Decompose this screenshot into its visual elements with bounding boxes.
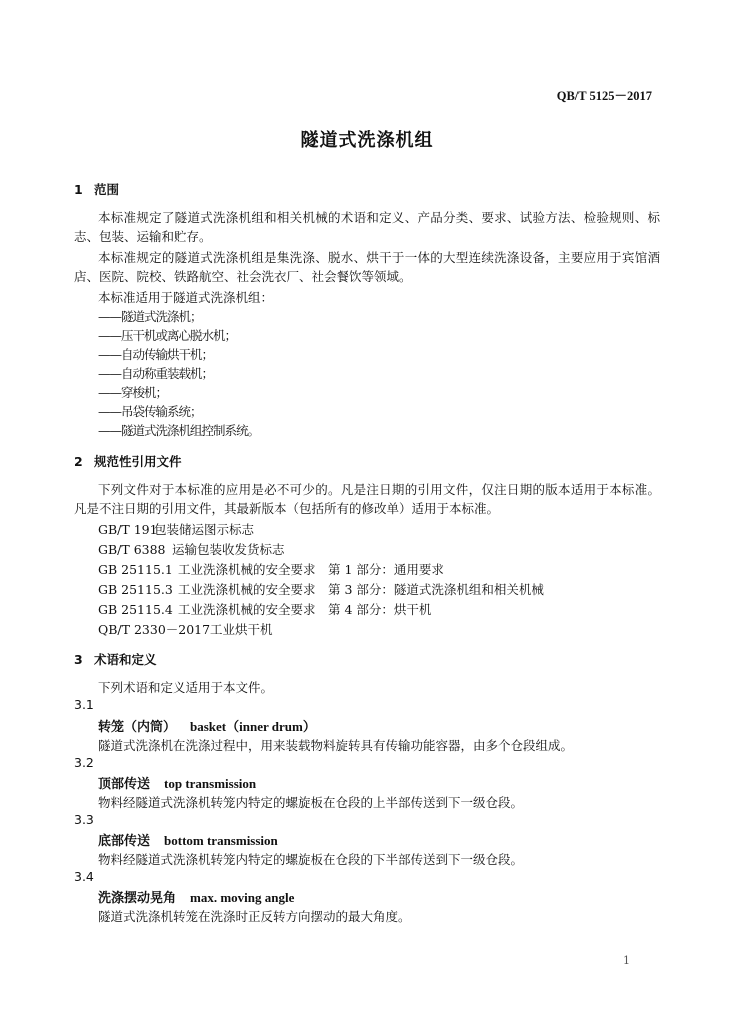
section-1-heading <box>74 180 119 198</box>
page-number: 1 <box>623 954 630 967</box>
term-number: 3.2 <box>74 755 94 770</box>
reference-title: 工业烘干机 <box>209 622 273 637</box>
list-item: ——自动传输烘干机； <box>98 347 214 362</box>
section-1-paragraph-2: 本标准规定的隧道式洗涤机组是集洗涤、脱水、烘干于一体的大型连续洗涤设备，主要应用于宾馆酒店、医院、院校、铁路航空、社会洗衣厂、社会餐饮等领域。 <box>74 250 660 284</box>
term-heading <box>98 716 316 735</box>
reference-code: GB/T 6388 <box>98 542 166 557</box>
term-english: bottom transmission <box>164 833 278 848</box>
list-item: ——隧道式洗涤机； <box>98 309 202 324</box>
reference-code: GB 25115.3 <box>98 582 173 597</box>
term-number: 3.4 <box>74 869 94 884</box>
section-number: 2 <box>74 454 83 469</box>
reference-code: GB/T 191 <box>98 522 158 537</box>
section-1-paragraph-1: 本标准规定了隧道式洗涤机组和相关机械的术语和定义、产品分类、要求、试验方法、检验规则、标志、包装、运输和贮存。 <box>74 210 660 244</box>
list-item: ——吊袋传输系统； <box>98 404 202 419</box>
reference-item <box>98 520 254 538</box>
section-number: 1 <box>74 182 83 197</box>
term-english: top transmission <box>164 776 257 791</box>
reference-title: 工业洗涤机械的安全要求 第 1 部分：通用要求 <box>177 562 444 577</box>
term-chinese: 顶部传送 <box>98 777 151 792</box>
reference-item <box>98 600 431 618</box>
reference-item <box>98 560 444 578</box>
term-number: 3.1 <box>74 697 94 712</box>
term-definition: 隧道式洗涤机在洗涤过程中，用来装载物料旋转具有传输功能容器，由多个仓段组成。 <box>98 738 574 753</box>
term-definition: 物料经隧道式洗涤机转笼内特定的螺旋板在仓段的下半部传送到下一级仓段。 <box>98 852 524 867</box>
section-3-heading <box>74 650 157 668</box>
term-chinese: 转笼（内筒） <box>98 720 177 735</box>
term-heading <box>98 773 256 792</box>
term-definition: 隧道式洗涤机转笼在洗涤时正反转方向摆动的最大角度。 <box>98 909 411 924</box>
term-number: 3.3 <box>74 812 94 827</box>
section-title: 术语和定义 <box>94 652 157 667</box>
section-title: 规范性引用文件 <box>94 454 182 469</box>
reference-item <box>98 540 285 558</box>
term-chinese: 洗涤摆动晃角 <box>98 891 177 906</box>
section-number: 3 <box>74 652 83 667</box>
reference-item <box>98 620 273 638</box>
list-item: ——隧道式洗涤机组控制系统。 <box>98 423 260 438</box>
section-title: 范围 <box>94 182 120 197</box>
reference-item <box>98 580 544 598</box>
reference-title: 工业洗涤机械的安全要求 第 4 部分：烘干机 <box>177 602 432 617</box>
document-title: 隧道式洗涤机组 <box>300 130 434 151</box>
reference-title: 包装储运图示标志 <box>153 522 254 537</box>
section-2-heading <box>74 452 182 470</box>
list-item: ——自动称重装载机； <box>98 366 214 381</box>
list-item: ——穿梭机； <box>98 385 168 400</box>
list-item: ——压干机或离心脱水机； <box>98 328 237 343</box>
section-3-intro: 下列术语和定义适用于本文件。 <box>98 680 274 695</box>
reference-title: 运输包装收发货标志 <box>171 542 285 557</box>
section-2-paragraph: 下列文件对于本标准的应用是必不可少的。凡是注日期的引用文件，仅注日期的版本适用于本标准。凡是不注日期的引用文件，其最新版本（包括所有的修改单）适用于本标准。 <box>74 482 660 516</box>
term-chinese: 底部传送 <box>98 834 151 849</box>
term-heading <box>98 887 294 906</box>
reference-code: GB 25115.4 <box>98 602 173 617</box>
term-english: max. moving angle <box>190 890 295 905</box>
standard-number: QB/T 5125－2017 <box>556 89 652 103</box>
term-english: basket（inner drum） <box>190 719 316 734</box>
reference-title: 工业洗涤机械的安全要求 第 3 部分：隧道式洗涤机组和相关机械 <box>177 582 544 597</box>
term-heading <box>98 830 278 849</box>
reference-code: QB/T 2330－2017 <box>98 622 211 637</box>
section-1-paragraph-3: 本标准适用于隧道式洗涤机组： <box>98 290 274 305</box>
term-definition: 物料经隧道式洗涤机转笼内特定的螺旋板在仓段的上半部传送到下一级仓段。 <box>98 795 524 810</box>
reference-code: GB 25115.1 <box>98 562 173 577</box>
